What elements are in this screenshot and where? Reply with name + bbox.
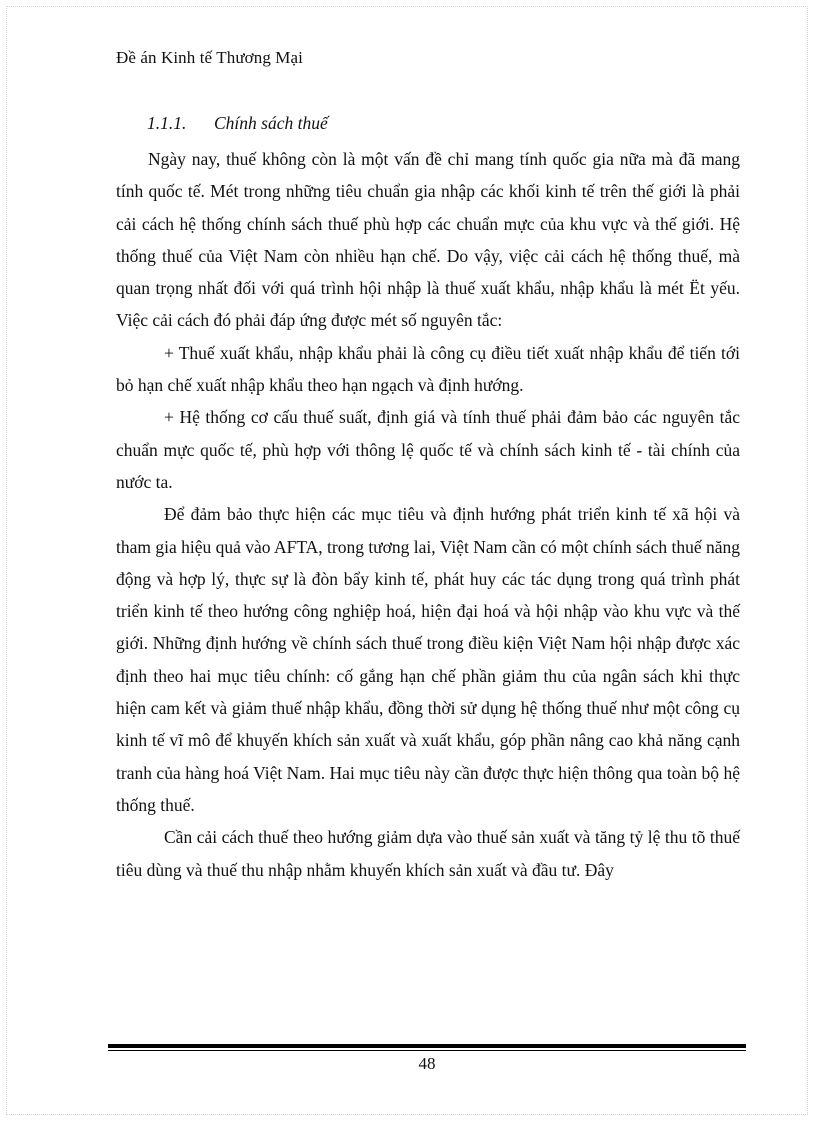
paragraph-tax-reform-direction: Cần cải cách thuế theo hướng giảm dựa vào thuế sản xuất và tăng tỷ lệ thu tõ thuế tiêu dùng và thuế thu nhập nhằm khuyến khích sản xuất và đầu tư. Đây [116,827,740,880]
body-text [116,143,740,886]
running-header: Đề án Kinh tế Thương Mại [116,48,303,67]
footer-rule-thick [108,1044,746,1048]
paragraph-bullet-tax-structure: + Hệ thống cơ cấu thuế suất, định giá và tính thuế phải đảm bảo các nguyên tắc chuẩn mực quốc tế, phù hợp với thông lệ quốc tế và chính sách kinh tế - tài chính của nước ta. [116,407,740,492]
page-number: 48 [418,1054,436,1073]
section-number: 1.1.1. [147,113,187,133]
section-title: Chính sách thuế [214,113,328,133]
paragraph-tax-policy-orientation: Để đảm bảo thực hiện các mục tiêu và định hướng phát triển kinh tế xã hội và tham gia hiệu quả vào AFTA, trong tương lai, Việt Nam cần có một chính sách thuế năng động và hợp lý, thực sự là đòn bẩy kinh tế, phát huy các tác dụng trong quá trình phát triển kinh tế theo hướng công nghiệp hoá, hiện đại hoá và hội nhập vào khu vực và thế giới. Những định hướng về chính sách thuế trong điều kiện Việt Nam hội nhập được xác định theo hai mục tiêu chính: cố gắng hạn chế phần giảm thu của ngân sách khi thực hiện cam kết và giảm thuế nhập khẩu, đồng thời sử dụng hệ thống thuế như một công cụ kinh tế vĩ mô để khuyến khích sản xuất và xuất khẩu, góp phần nâng cao khả năng cạnh tranh của hàng hoá Việt Nam. Hai mục tiêu này cần được thực hiện thông qua toàn bộ hệ thống thuế. [116,504,740,815]
paragraph-intro: Ngày nay, thuế không còn là một vấn đề chỉ mang tính quốc gia nữa mà đã mang tính quốc tế. Mét trong những tiêu chuẩn gia nhập các khối kinh tế trên thế giới là phải cải cách hệ thống chính sách thuế phù hợp các chuẩn mực của khu vực và thế giới. Hệ thống thuế của Việt Nam còn nhiều hạn chế. Do vậy, việc cải cách hệ thống thuế, mà quan trọng nhất đối với quá trình hội nhập là thuế xuất khẩu, nhập khẩu là mét Ët yếu. Việc cải cách đó phải đáp ứng được mét số nguyên tắc: [116,149,740,331]
footer-rule-thin [108,1050,746,1051]
section-heading [147,113,328,134]
paragraph-bullet-export-import-tax: + Thuế xuất khẩu, nhập khẩu phải là công cụ điều tiết xuất nhập khẩu để tiến tới bỏ hạn chế xuất nhập khẩu theo hạn ngạch và định hướng. [116,342,740,396]
